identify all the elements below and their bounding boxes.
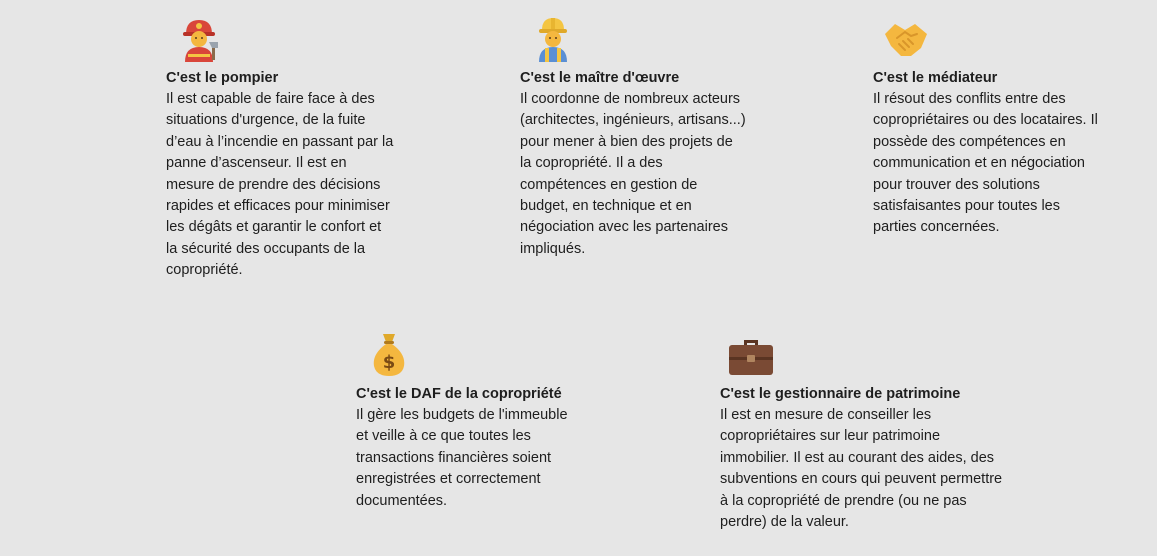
card-description: Il gère les budgets de l'immeuble et veille à ce que toutes les transactions financières soient enregistrées et correctement documentées. — [356, 407, 568, 509]
card-title: C'est le médiateur — [873, 70, 998, 86]
card-title: C'est le DAF de la copropriété — [356, 386, 562, 402]
card-description: Il résout des conflits entre des copropriétaires ou des locataires. Il possède des compétences en communication et en négociation pour trouver des solutions satisfaisantes pour toutes les parties concernées. — [873, 91, 1098, 236]
card-description: Il coordonne de nombreux acteurs (architectes, ingénieurs, artisans...) pour mener à bien des projets de la copropriété. Il a des compétences en gestion de budget, en technique et en négociation avec les partenaires impliqués. — [520, 91, 746, 257]
money-bag-icon — [364, 330, 414, 380]
construction-worker-icon — [528, 14, 578, 64]
card-description: Il est en mesure de conseiller les copropriétaires sur leur patrimoine immobilier. Il est au courant des aides, des subventions en cours qui peuvent permettre à la copropriété de prendre (ou ne pas perdre) de la valeur. — [720, 407, 1003, 531]
card-title: C'est le maître d'œuvre — [520, 70, 680, 86]
card-title: C'est le pompier — [166, 70, 279, 86]
briefcase-icon — [726, 330, 776, 380]
firefighter-icon — [174, 14, 224, 64]
card-title: C'est le gestionnaire de patrimoine — [720, 386, 961, 402]
card-description: Il est capable de faire face à des situations d'urgence, de la fuite d’eau à l’incendie en passant par la panne d’ascenseur. Il est en mesure de prendre des décisions rapides et efficaces pour minimiser les dégâts et garantir le confort et la sécurité des occupants de la copropriété. — [166, 91, 394, 279]
handshake-icon — [881, 14, 931, 64]
svg-text:$: $ — [382, 352, 396, 373]
